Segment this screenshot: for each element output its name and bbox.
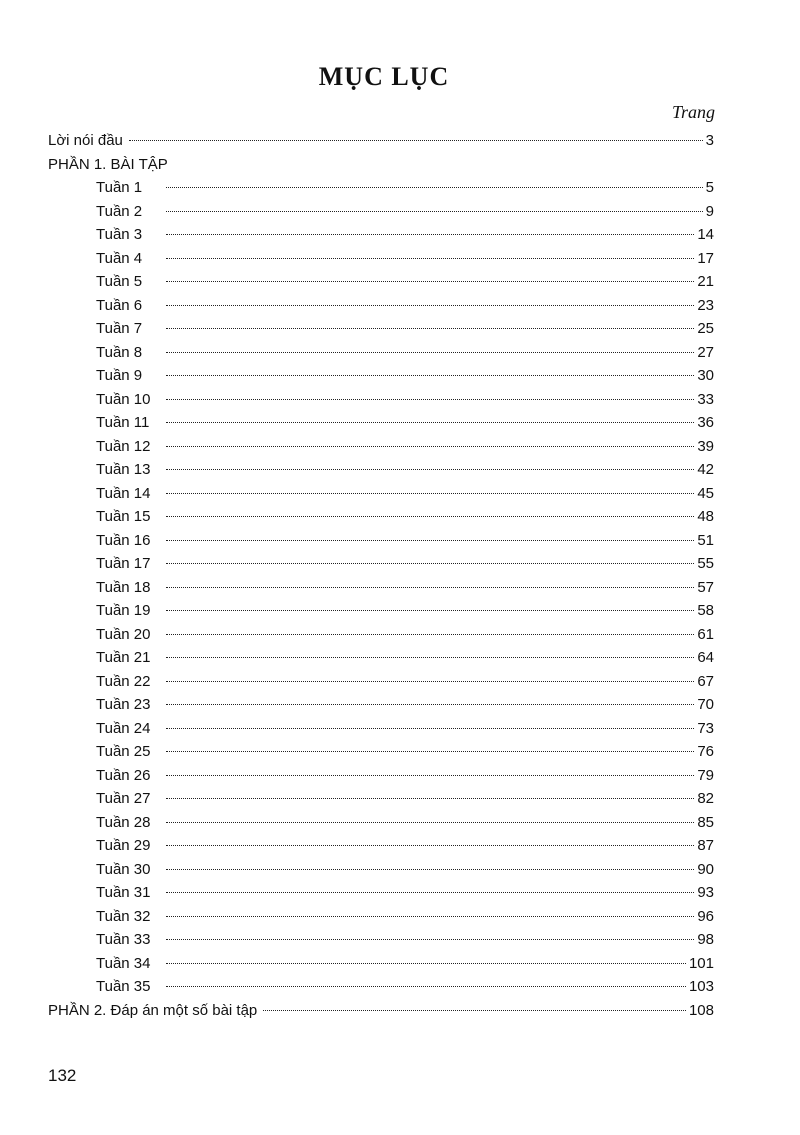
- toc-entry-page: 48: [697, 508, 714, 525]
- toc-entry-week[interactable]: [48, 200, 714, 224]
- dot-leader: [166, 822, 694, 823]
- toc-entry-page: 67: [697, 672, 714, 690]
- toc-entry-page: 79: [697, 766, 714, 784]
- toc-entry-page: 3: [705, 132, 714, 149]
- dot-leader: [166, 540, 694, 541]
- toc-entry-label: Tuần 22: [96, 672, 151, 690]
- dot-leader: [166, 587, 694, 588]
- toc-section-label: PHẦN 1. BÀI TẬP: [48, 155, 168, 173]
- toc-section-part-1: [48, 153, 714, 177]
- toc-entry-label: Tuần 15: [96, 508, 151, 525]
- toc-entry-page: 5: [705, 179, 714, 196]
- toc-entry-page: 30: [697, 367, 714, 384]
- toc-entry-week[interactable]: [48, 364, 714, 388]
- toc-entry-label: Tuần 25: [96, 743, 151, 760]
- page-title: MỤC LỤC: [318, 62, 450, 91]
- toc-entry-page: 98: [697, 931, 714, 948]
- toc-entry-label: Tuần 33: [96, 931, 151, 948]
- toc-entry-page: 103: [688, 978, 714, 995]
- toc-entry-week[interactable]: [48, 247, 714, 271]
- dot-leader: [166, 869, 694, 870]
- toc-entry-week[interactable]: [48, 975, 714, 999]
- dot-leader: [166, 892, 694, 893]
- toc-entry-label: Tuần 7: [96, 320, 143, 337]
- toc-entry-label: Tuần 13: [96, 461, 151, 478]
- toc-entry-label: Tuần 18: [96, 578, 151, 596]
- toc-entry-week[interactable]: [48, 623, 714, 647]
- dot-leader: [166, 563, 694, 564]
- toc-entry-label: PHẦN 2. Đáp án một số bài tập: [48, 1001, 258, 1019]
- toc-entry-label: Tuần 5: [96, 273, 143, 290]
- toc-entry-label: Tuần 2: [96, 202, 143, 220]
- toc-entry-week[interactable]: [48, 740, 714, 764]
- dot-leader: [166, 516, 694, 517]
- toc-entry-page: 36: [697, 414, 714, 431]
- toc-entry-page: 14: [697, 226, 714, 243]
- toc-entry-label: Tuần 1: [96, 179, 143, 196]
- dot-leader: [166, 422, 694, 423]
- toc-entry-week[interactable]: [48, 294, 714, 318]
- toc-entry-page: 93: [697, 884, 714, 901]
- toc-entry-label: Tuần 17: [96, 555, 151, 572]
- dot-leader: [166, 986, 686, 987]
- dot-leader: [166, 798, 694, 799]
- toc-entry-label: Tuần 35: [96, 978, 151, 995]
- toc-entry-week[interactable]: [48, 858, 714, 882]
- dot-leader: [166, 352, 694, 353]
- dot-leader: [166, 845, 694, 846]
- dot-leader: [166, 657, 694, 658]
- toc-entry-week[interactable]: [48, 176, 714, 200]
- toc-entry-page: 76: [697, 743, 714, 760]
- toc-entry-page: 58: [697, 602, 714, 619]
- dot-leader: [166, 634, 694, 635]
- toc-entry-week[interactable]: [48, 317, 714, 341]
- toc-entry-label: Tuần 14: [96, 484, 151, 502]
- toc-entry-week[interactable]: [48, 952, 714, 976]
- page-number: 132: [48, 1066, 77, 1085]
- toc-entry-label: Tuần 4: [96, 249, 143, 267]
- dot-leader: [166, 610, 694, 611]
- toc-entry-label: Tuần 12: [96, 437, 151, 455]
- toc-entry-label: Tuần 24: [96, 719, 151, 737]
- toc-entry-week[interactable]: [48, 505, 714, 529]
- dot-leader: [166, 916, 694, 917]
- dot-leader: [166, 775, 694, 776]
- dot-leader: [166, 469, 694, 470]
- toc-entry-week[interactable]: [48, 764, 714, 788]
- toc-entry-page: 82: [697, 790, 714, 807]
- toc-entry-page: 61: [697, 625, 714, 643]
- toc-entry-page: 23: [697, 296, 714, 314]
- toc-entry-page: 27: [697, 343, 714, 361]
- dot-leader: [166, 493, 694, 494]
- dot-leader: [166, 258, 694, 259]
- toc-entry-week[interactable]: [48, 811, 714, 835]
- dot-leader: [166, 704, 694, 705]
- toc-entry-week[interactable]: [48, 482, 714, 506]
- toc-entry-page: 85: [697, 813, 714, 831]
- toc-entry-week[interactable]: [48, 928, 714, 952]
- toc-entry-label: Tuần 21: [96, 649, 151, 666]
- toc-entry-label: Tuần 10: [96, 390, 151, 408]
- toc-entry-page: 33: [697, 390, 714, 408]
- toc-entry-page: 101: [688, 954, 714, 972]
- dot-leader: [166, 681, 694, 682]
- toc-entry-week[interactable]: [48, 458, 714, 482]
- dot-leader: [166, 234, 694, 235]
- toc-entry-week[interactable]: [48, 529, 714, 553]
- dot-leader: [166, 187, 703, 188]
- dot-leader: [166, 751, 694, 752]
- dot-leader: [166, 375, 694, 376]
- toc-entry-label: Tuần 3: [96, 226, 143, 243]
- dot-leader: [166, 281, 694, 282]
- toc-entry-label: Tuần 20: [96, 625, 151, 643]
- dot-leader: [166, 211, 703, 212]
- toc-entry-week[interactable]: [48, 388, 714, 412]
- dot-leader: [166, 305, 694, 306]
- dot-leader: [166, 328, 694, 329]
- toc-entry-page: 55: [697, 555, 714, 572]
- toc-entry-week[interactable]: [48, 881, 714, 905]
- toc-entry-label: Tuần 31: [96, 884, 151, 901]
- toc-entry-part-2[interactable]: [48, 999, 714, 1023]
- dot-leader: [166, 399, 694, 400]
- toc-entry-page: 87: [697, 837, 714, 854]
- toc-entry-week[interactable]: [48, 905, 714, 929]
- toc-entry-week[interactable]: [48, 787, 714, 811]
- toc-entry-week[interactable]: [48, 435, 714, 459]
- toc-entry-page: 96: [697, 907, 714, 925]
- toc-entry-week[interactable]: [48, 270, 714, 294]
- toc-entry-label: Tuần 19: [96, 602, 151, 619]
- toc-entry-week[interactable]: [48, 717, 714, 741]
- toc-entry-page: 39: [697, 437, 714, 455]
- dot-leader: [166, 728, 694, 729]
- toc-entry-week[interactable]: [48, 576, 714, 600]
- dot-leader: [166, 446, 694, 447]
- toc-entry-week[interactable]: [48, 693, 714, 717]
- toc-entry-page: 90: [697, 860, 714, 878]
- toc-entry-label: Tuần 9: [96, 367, 143, 384]
- toc-entry-week[interactable]: [48, 411, 714, 435]
- toc-entry-week[interactable]: [48, 834, 714, 858]
- toc-entry-week[interactable]: [48, 223, 714, 247]
- toc-entry-label: Tuần 28: [96, 813, 151, 831]
- toc-entry-page: 57: [697, 578, 714, 596]
- dot-leader: [166, 963, 686, 964]
- toc-entry-week[interactable]: [48, 341, 714, 365]
- toc-entry-label: Tuần 30: [96, 860, 151, 878]
- toc-entry-label: Tuần 27: [96, 790, 151, 807]
- toc-entry-label: Tuần 6: [96, 296, 143, 314]
- toc-entry-label: Tuần 23: [96, 696, 151, 713]
- page-column-label: Trang: [671, 102, 715, 122]
- toc-entry-preface[interactable]: [48, 129, 714, 153]
- toc-entry-week[interactable]: [48, 646, 714, 670]
- toc-entry-week[interactable]: [48, 670, 714, 694]
- toc-entry-page: 17: [697, 249, 714, 267]
- toc-entry-page: 64: [697, 649, 714, 666]
- toc-entry-label: Tuần 26: [96, 766, 151, 784]
- toc-entry-page: 108: [688, 1001, 714, 1019]
- toc-entry-label: Tuần 29: [96, 837, 151, 854]
- toc-entry-page: 51: [697, 531, 714, 549]
- toc-entry-page: 70: [697, 696, 714, 713]
- dot-leader: [129, 140, 703, 141]
- toc-entry-page: 45: [697, 484, 714, 502]
- toc-entry-page: 73: [697, 719, 714, 737]
- dot-leader: [263, 1010, 686, 1011]
- toc-entry-label: Tuần 32: [96, 907, 151, 925]
- toc-entry-week[interactable]: [48, 599, 714, 623]
- toc-entry-week[interactable]: [48, 552, 714, 576]
- toc-entry-label: Tuần 8: [96, 343, 143, 361]
- toc-entry-page: 9: [705, 202, 714, 220]
- dot-leader: [166, 939, 694, 940]
- toc-entry-label: Tuần 34: [96, 954, 151, 972]
- toc-entry-page: 25: [697, 320, 714, 337]
- table-of-contents: [48, 129, 714, 1022]
- toc-entry-label: Lời nói đầu: [48, 132, 123, 149]
- toc-entry-label: Tuần 11: [96, 414, 150, 431]
- toc-entry-label: Tuần 16: [96, 531, 151, 549]
- toc-entry-page: 42: [697, 461, 714, 478]
- toc-entry-page: 21: [697, 273, 714, 290]
